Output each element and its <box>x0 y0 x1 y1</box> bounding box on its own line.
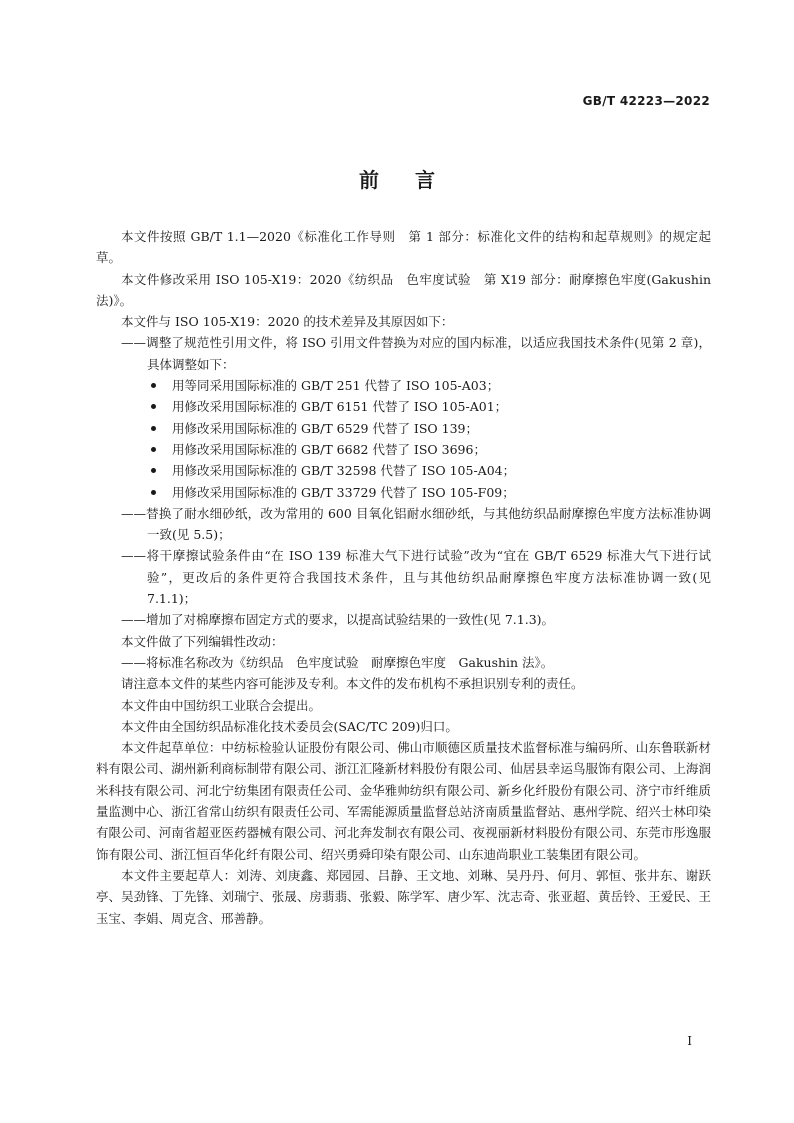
bullet-icon <box>151 468 156 473</box>
list-item: 用等同采用国际标准的 GB/T 251 代替了 ISO 105-A03； <box>96 375 711 396</box>
paragraph-drafters: 本文件主要起草人：刘涛、刘庚鑫、郑园园、吕静、王文地、刘琳、吴丹丹、何月、郭恒、张井东、谢跃亭、吴劲锋、丁先锋、刘瑞宁、张晟、房翡翡、张毅、陈学军、唐少军、沈志奇、张亚超、黄岳铃、王爱民、王玉宝、李娟、周克含、邢善静。 <box>96 867 711 926</box>
paragraph-drafting-rules: 本文件按照 GB/T 1.1—2020《标准化工作导则 第 1 部分：标准化文件的结构和起草规则》的规定起草。 <box>96 229 711 266</box>
page-title: 前言 <box>359 168 471 192</box>
paragraph-adoption: 本文件修改采用 ISO 105-X19：2020《纺织品 色牢度试验 第 X19 部分：耐摩擦色牢度(Gakushin 法)》。 <box>96 271 711 308</box>
list-item: 用修改采用国际标准的 GB/T 6151 代替了 ISO 105-A01； <box>96 396 711 417</box>
bullet-icon <box>151 447 156 452</box>
bullet-icon <box>151 404 156 409</box>
paragraph-differences-intro: 本文件与 ISO 105-X19：2020 的技术差异及其原因如下： <box>121 314 454 330</box>
paragraph-proposer: 本文件由中国纺织工业联合会提出。 <box>121 697 322 713</box>
dash-item-test-conditions: ——将干摩擦试验条件由“在 ISO 139 标准大气下进行试验”改为“宜在 GB/T 6529 标准大气下进行试验”，更改后的条件更符合我国技术条件，且与其他纺织品耐摩擦色牢度方法标准协调一致(见 7.1.1)； <box>121 548 711 607</box>
list-item: 用修改采用国际标准的 GB/T 6529 代替了 ISO 139； <box>96 418 711 439</box>
bullet-list <box>96 375 711 503</box>
dash-item-sandpaper: ——替换了耐水细砂纸，改为常用的 600 目氧化铝耐水细砂纸，与其他纺织品耐摩擦色牢度方法标准协调一致(见 5.5)； <box>121 505 711 543</box>
dash-item-references: ——调整了规范性引用文件，将 ISO 引用文件替换为对应的国内标准，以适应我国技术条件(见第 2 章)，具体调整如下： <box>121 335 711 372</box>
list-item: 用修改采用国际标准的 GB/T 33729 代替了 ISO 105-F09； <box>96 482 711 503</box>
bullet-icon <box>151 426 156 431</box>
paragraph-committee: 本文件由全国纺织品标准化技术委员会(SAC/TC 209)归口。 <box>121 718 458 734</box>
paragraph-editorial-intro: 本文件做了下列编辑性改动： <box>121 633 284 649</box>
foreword-body <box>96 226 711 929</box>
paragraph-drafting-units: 本文件起草单位：中纺标检验认证股份有限公司、佛山市顺德区质量技术监督标准与编码所、山东鲁联新材料有限公司、湖州新利商标制带有限公司、浙江汇隆新材料股份有限公司、仙居县幸运鸟服饰有限公司、上海润米科技有限公司、河北宁纺集团有限责任公司、金华雅帅纺织有限公司、新乡化纤股份有限公司、济宁市纤维质量监测中心、浙江省常山纺织有限责任公司、军需能源质量监督总站济南质量监督站、惠州学院、绍兴士林印染有限公司、河南省超亚医药器械有限公司、河北奔发制衣有限公司、夜视丽新材料股份有限公司、东莞市彤逸服饰有限公司、浙江恒百华化纤有限公司、绍兴勇舜印染有限公司、山东迪尚职业工装集团有限公司。 <box>96 740 711 862</box>
bullet-icon <box>151 490 156 495</box>
page-number: I <box>687 1034 692 1048</box>
dash-item-title-change: ——将标准名称改为《纺织品 色牢度试验 耐摩擦色牢度 Gakushin 法》。 <box>121 654 554 670</box>
list-item: 用修改采用国际标准的 GB/T 32598 代替了 ISO 105-A04； <box>96 460 711 481</box>
paragraph-patent: 请注意本文件的某些内容可能涉及专利。本文件的发布机构不承担识别专利的责任。 <box>121 676 584 692</box>
list-item: 用修改采用国际标准的 GB/T 6682 代替了 ISO 3696； <box>96 439 711 460</box>
dash-item-fixing: ——增加了对棉摩擦布固定方式的要求，以提高试验结果的一致性(见 7.1.3)。 <box>121 612 555 628</box>
standard-code: GB/T 42223—2022 <box>582 94 710 108</box>
bullet-icon <box>151 383 156 388</box>
